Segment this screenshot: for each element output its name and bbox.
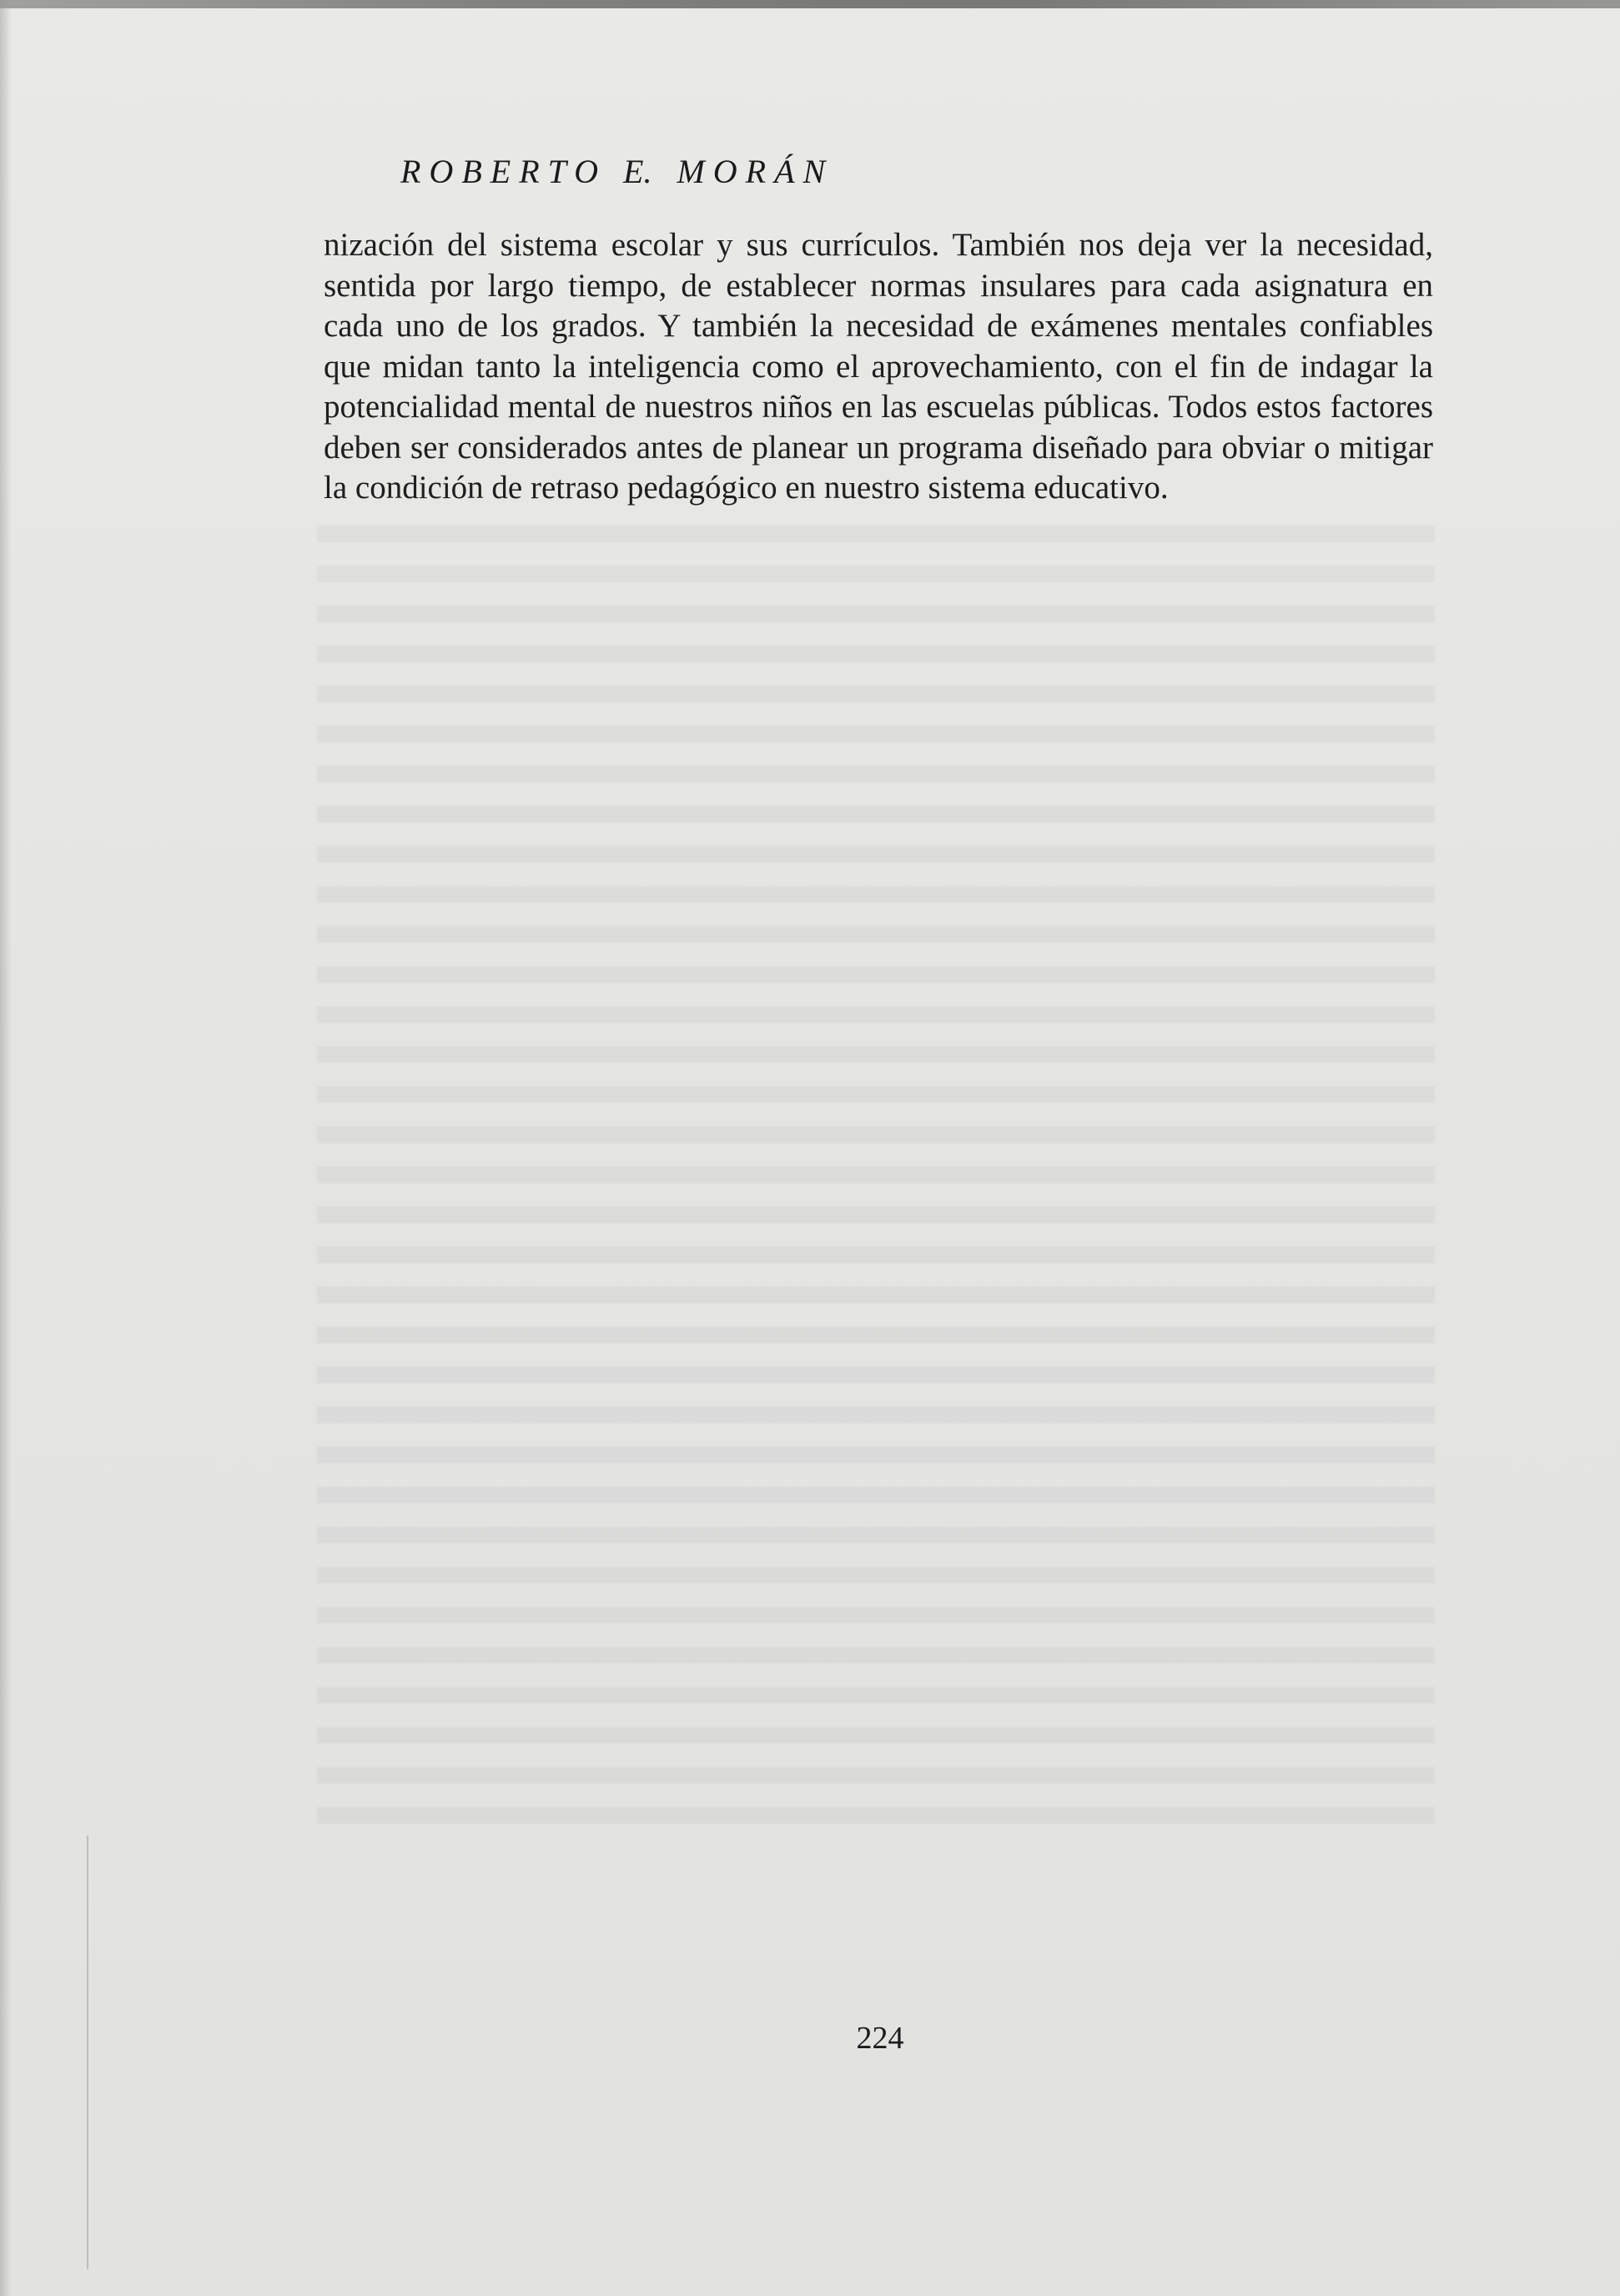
page-number: 224 [856, 2021, 904, 2056]
body-paragraph: nización del sistema escolar y sus currículos. También nos deja ver la necesidad, sentida por largo tiempo, de establecer normas insulares para cada asignatura en cada uno de los grados. Y también la necesidad de exámenes mentales confiables que midan tanto la inteligencia como el aprovechamiento, con el fin de indagar la potencialidad mental de nuestros niños en las escuelas públicas. Todos estos factores deben ser considerados antes de planear un programa diseñado para obviar o mitigar la condición de retraso pedagógico en nuestro sistema educativo. [324, 227, 1433, 506]
scan-top-edge [0, 0, 1620, 8]
show-through-bleed [317, 526, 1435, 1844]
running-head: R O B E R T O E. M O R Á N [400, 153, 826, 190]
scan-left-shadow [0, 0, 12, 2296]
